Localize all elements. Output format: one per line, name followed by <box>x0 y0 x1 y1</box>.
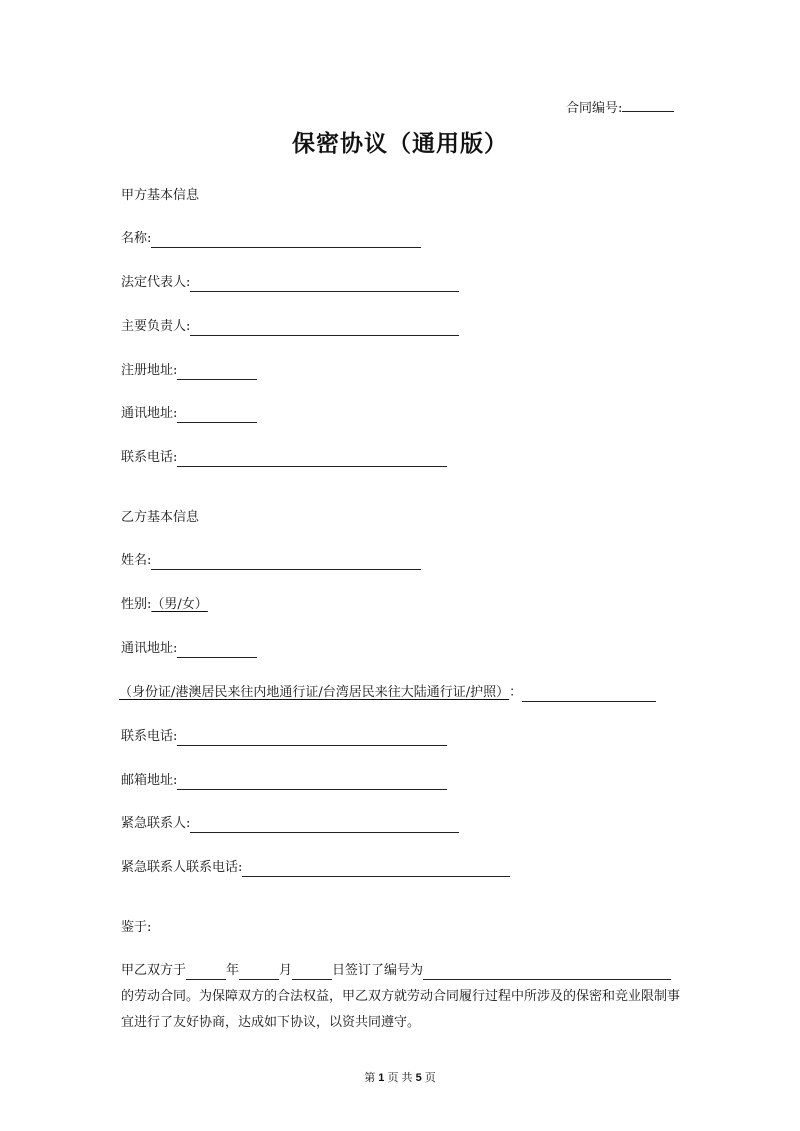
party-b-email-field <box>121 772 447 790</box>
party-b-id-field <box>119 684 656 702</box>
field-label: 姓名: <box>121 553 152 568</box>
party-b-phone-field <box>121 728 447 746</box>
contract-number-blank[interactable] <box>622 97 674 112</box>
party-a-principal-field <box>121 318 459 336</box>
party-b-mail-address-blank[interactable] <box>177 643 257 658</box>
party-a-mail-address-blank[interactable] <box>177 408 257 423</box>
page-total: 5 <box>415 1072 422 1084</box>
party-a-legal-rep-field <box>121 274 459 292</box>
page-prefix: 第 <box>364 1072 376 1084</box>
field-label: 紧急联系人: <box>121 816 191 831</box>
party-b-heading: 乙方基本信息 <box>121 510 200 525</box>
field-label: 法定代表人: <box>121 275 191 290</box>
party-b-emergency-contact-blank[interactable] <box>190 818 459 833</box>
party-b-gender-field <box>121 596 208 614</box>
field-label: 性别: <box>121 597 152 612</box>
party-a-principal-blank[interactable] <box>190 321 459 336</box>
page-current: 1 <box>378 1072 385 1084</box>
field-label: 邮箱地址: <box>121 773 178 788</box>
party-a-reg-address-blank[interactable] <box>177 365 257 380</box>
party-b-emergency-phone-blank[interactable] <box>242 862 510 877</box>
year-blank[interactable] <box>186 965 226 980</box>
field-label: 主要负责人: <box>121 319 191 334</box>
party-a-mail-address-field <box>121 405 257 423</box>
whereas-body: 的劳动合同。为保障双方的合法权益，甲乙双方就劳动合同履行过程中所涉及的保密和竞业限制事宜进行了友好协商，达成如下协议，以资共同遵守。 <box>121 989 681 1030</box>
contract-number-label: 合同编号: <box>566 101 623 116</box>
party-b-id-types[interactable]: （身份证/港澳居民来往内地通行证/台湾居民来往大陆通行证/护照） <box>119 685 510 700</box>
party-b-id-number-blank[interactable] <box>522 687 656 702</box>
party-a-phone-blank[interactable] <box>177 452 447 467</box>
field-label: 联系电话: <box>121 450 178 465</box>
page-footer <box>0 1069 800 1085</box>
party-a-phone-field <box>121 449 447 467</box>
contract-number <box>566 97 674 118</box>
page-mid: 页 共 <box>387 1072 413 1084</box>
party-a-name-field <box>121 230 421 248</box>
id-colon: ： <box>509 685 523 700</box>
party-b-emergency-phone-field <box>121 859 510 877</box>
contract-ref-blank[interactable] <box>423 965 671 980</box>
field-label: 通讯地址: <box>121 406 178 421</box>
party-b-gender-options[interactable]: （男/女） <box>151 597 208 612</box>
field-label: 联系电话: <box>121 729 178 744</box>
party-b-name-blank[interactable] <box>151 555 421 570</box>
party-b-emergency-contact-field <box>121 815 459 833</box>
whereas-label: 鉴于: <box>121 920 152 935</box>
party-a-heading: 甲方基本信息 <box>121 188 200 203</box>
field-label: 注册地址: <box>121 363 178 378</box>
document-title: 保密协议（通用版） <box>292 131 508 157</box>
party-a-reg-address-field <box>121 362 257 380</box>
party-b-email-blank[interactable] <box>177 775 447 790</box>
whereas-prefix: 甲乙双方于 <box>121 963 187 978</box>
year-label: 年 <box>226 963 240 978</box>
month-blank[interactable] <box>239 965 279 980</box>
field-label: 名称: <box>121 231 152 246</box>
party-b-name-field <box>121 552 421 570</box>
party-a-name-blank[interactable] <box>151 233 421 248</box>
whereas-date-line <box>121 962 671 980</box>
month-label: 月 <box>279 963 293 978</box>
party-b-phone-blank[interactable] <box>177 731 447 746</box>
party-b-mail-address-field <box>121 640 257 658</box>
field-label: 通讯地址: <box>121 641 178 656</box>
day-blank[interactable] <box>292 965 332 980</box>
day-sign-label: 日签订了编号为 <box>332 963 424 978</box>
field-label: 紧急联系人联系电话: <box>121 860 243 875</box>
page-suffix: 页 <box>424 1072 436 1084</box>
party-a-legal-rep-blank[interactable] <box>190 277 459 292</box>
